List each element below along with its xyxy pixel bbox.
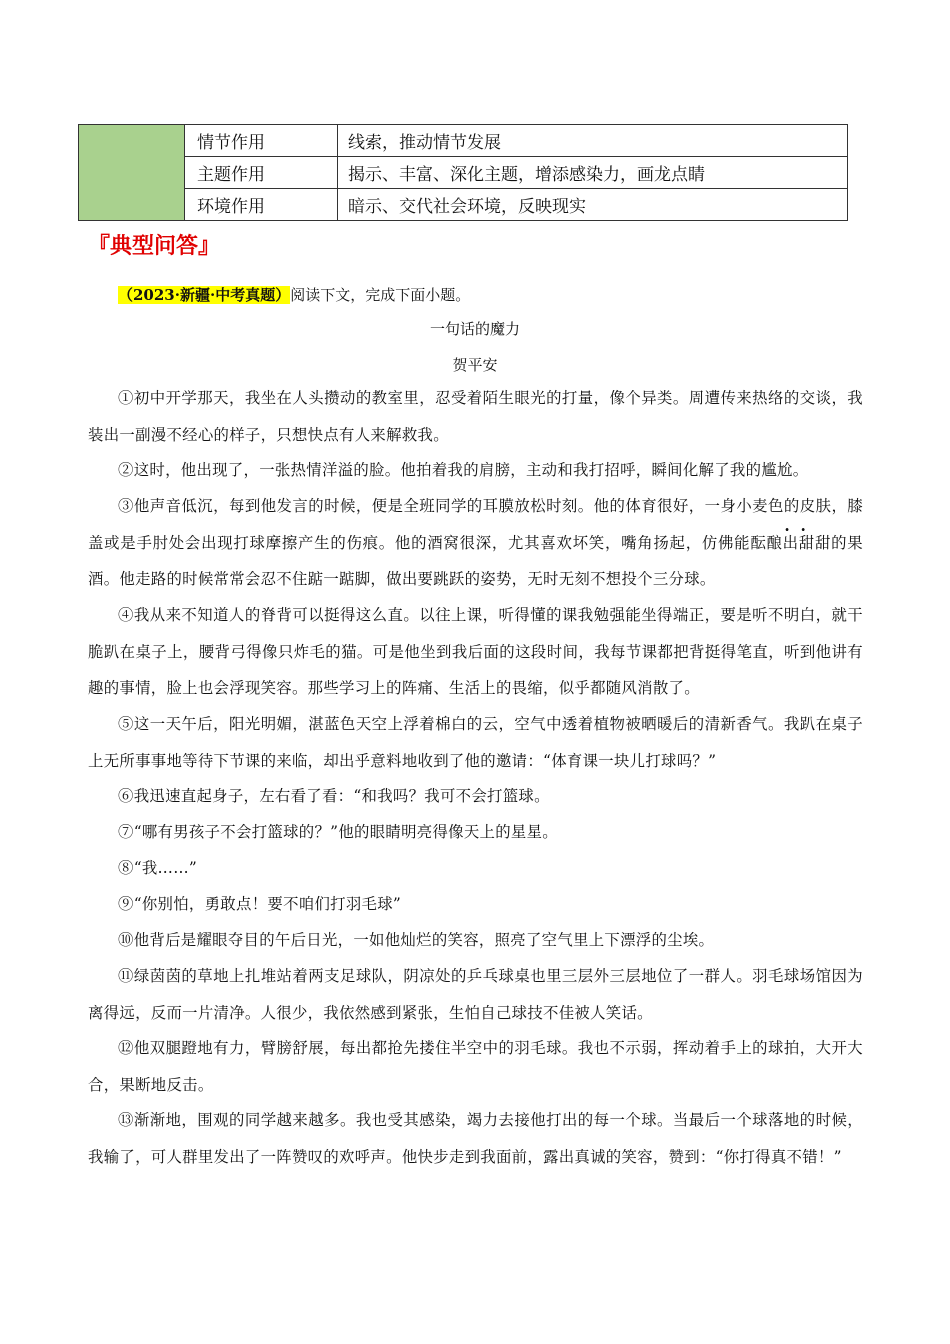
question-source-line: [118, 284, 470, 305]
function-type-cell: 环境作用: [185, 189, 338, 221]
paragraph-7: ⑦“哪有男孩子不会打篮球的？”他的眼睛明亮得像天上的星星。: [118, 823, 558, 841]
paragraph-3: [88, 488, 863, 598]
emphasis-char: · 酿: [767, 534, 783, 552]
category-cell: [79, 125, 185, 221]
paragraph-3-text-a: ③他声音低沉，每到他发言的时候，便是全班同学的耳膜放松时刻。他的体育很好，一身小麦色的皮肤，膝盖或是手肘处会出现打球摩擦产生的伤痕。他的酒窝很深，尤其喜欢坏笑，嘴角扬起，仿佛能: [88, 497, 863, 552]
paragraph-12: ⑫他双腿蹬地有力，臂膀舒展，每出都抢先搂住半空中的羽毛球。我也不示弱，挥动着手上的球拍，大开大合，果断地反击。: [88, 1039, 863, 1094]
paragraph-1: ①初中开学那天，我坐在人头攒动的教室里，忍受着陌生眼光的打量，像个异类。周遭传来热络的交谈，我装出一副漫不经心的样子，只想快点有人来解救我。: [88, 389, 863, 444]
function-desc-cell: 揭示、丰富、深化主题，增添感染力，画龙点睛: [338, 157, 848, 189]
paragraph-3-text-b: 出甜甜的果酒。他走路的时候常常会忍不住踮一踮脚，做出要跳跃的姿势，无时无刻不想投个三分球。: [88, 533, 863, 588]
paragraph-4: ④我从来不知道人的脊背可以挺得这么直。以往上课，听得懂的课我勉强能坐得端正，要是听不明白，就干脆趴在桌子上，腰背弓得像只炸毛的猫。可是他坐到我后面的这段时间，我每节课都把背挺得笔直，听到他讲有趣的事情，脸上也会浮现笑容。那些学习上的阵痛、生活上的畏缩，似乎都随风消散了。: [88, 606, 863, 697]
section-title: 『典型问答』: [88, 234, 221, 259]
article-author: 贺平安: [452, 356, 498, 374]
source-tag: （2023·新疆·中考真题）: [118, 286, 291, 304]
function-desc-cell: 线索，推动情节发展: [338, 125, 848, 157]
table-row: [79, 125, 848, 157]
article-title: 一句话的魔力: [429, 320, 520, 338]
function-type-cell: 情节作用: [185, 125, 338, 157]
instruction-text: 阅读下文，完成下面小题。: [290, 286, 471, 304]
paragraph-10: ⑩他背后是耀眼夺目的午后日光，一如他灿烂的笑容，照亮了空气里上下漂浮的尘埃。: [118, 931, 715, 949]
paragraph-5: ⑤这一天午后，阳光明媚，湛蓝色天空上浮着棉白的云，空气中透着植物被晒暖后的清新香气。我趴在桌子上无所事事地等待下节课的来临，却出乎意料地收到了他的邀请：“体育课一块儿打球吗？”: [88, 715, 863, 770]
paragraph-13: ⑬渐渐地，围观的同学越来越多。我也受其感染，竭力去接他打出的每一个球。当最后一个球落地的时候，我输了，可人群里发出了一阵赞叹的欢呼声。他快步走到我面前，露出真诚的笑容，赞到：“你打得真不错！”: [88, 1111, 863, 1166]
paragraph-9: ⑨“你别怕，勇敢点！要不咱们打羽毛球”: [118, 895, 402, 913]
paragraph-11: ⑪绿茵茵的草地上扎堆站着两支足球队，阴凉处的乒乓球桌也里三层外三层地位了一群人。羽毛球场馆因为离得远，反而一片清净。人很少，我依然感到紧张，生怕自己球技不佳被人笑话。: [88, 967, 863, 1022]
table-row: [79, 189, 848, 221]
table-row: [79, 157, 848, 189]
literary-function-table: [78, 124, 848, 221]
paragraph-2: ②这时，他出现了，一张热情洋溢的脸。他拍着我的肩膀，主动和我打招呼，瞬间化解了我的尴尬。: [118, 461, 809, 479]
paragraph-8: ⑧“我……”: [118, 859, 198, 877]
emphasis-char: · 酝: [750, 534, 766, 552]
function-desc-cell: 暗示、交代社会环境，反映现实: [338, 189, 848, 221]
paragraph-6: ⑥我迅速直起身子，左右看了看：“和我吗？我可不会打篮球。: [118, 787, 550, 805]
function-type-cell: 主题作用: [185, 157, 338, 189]
